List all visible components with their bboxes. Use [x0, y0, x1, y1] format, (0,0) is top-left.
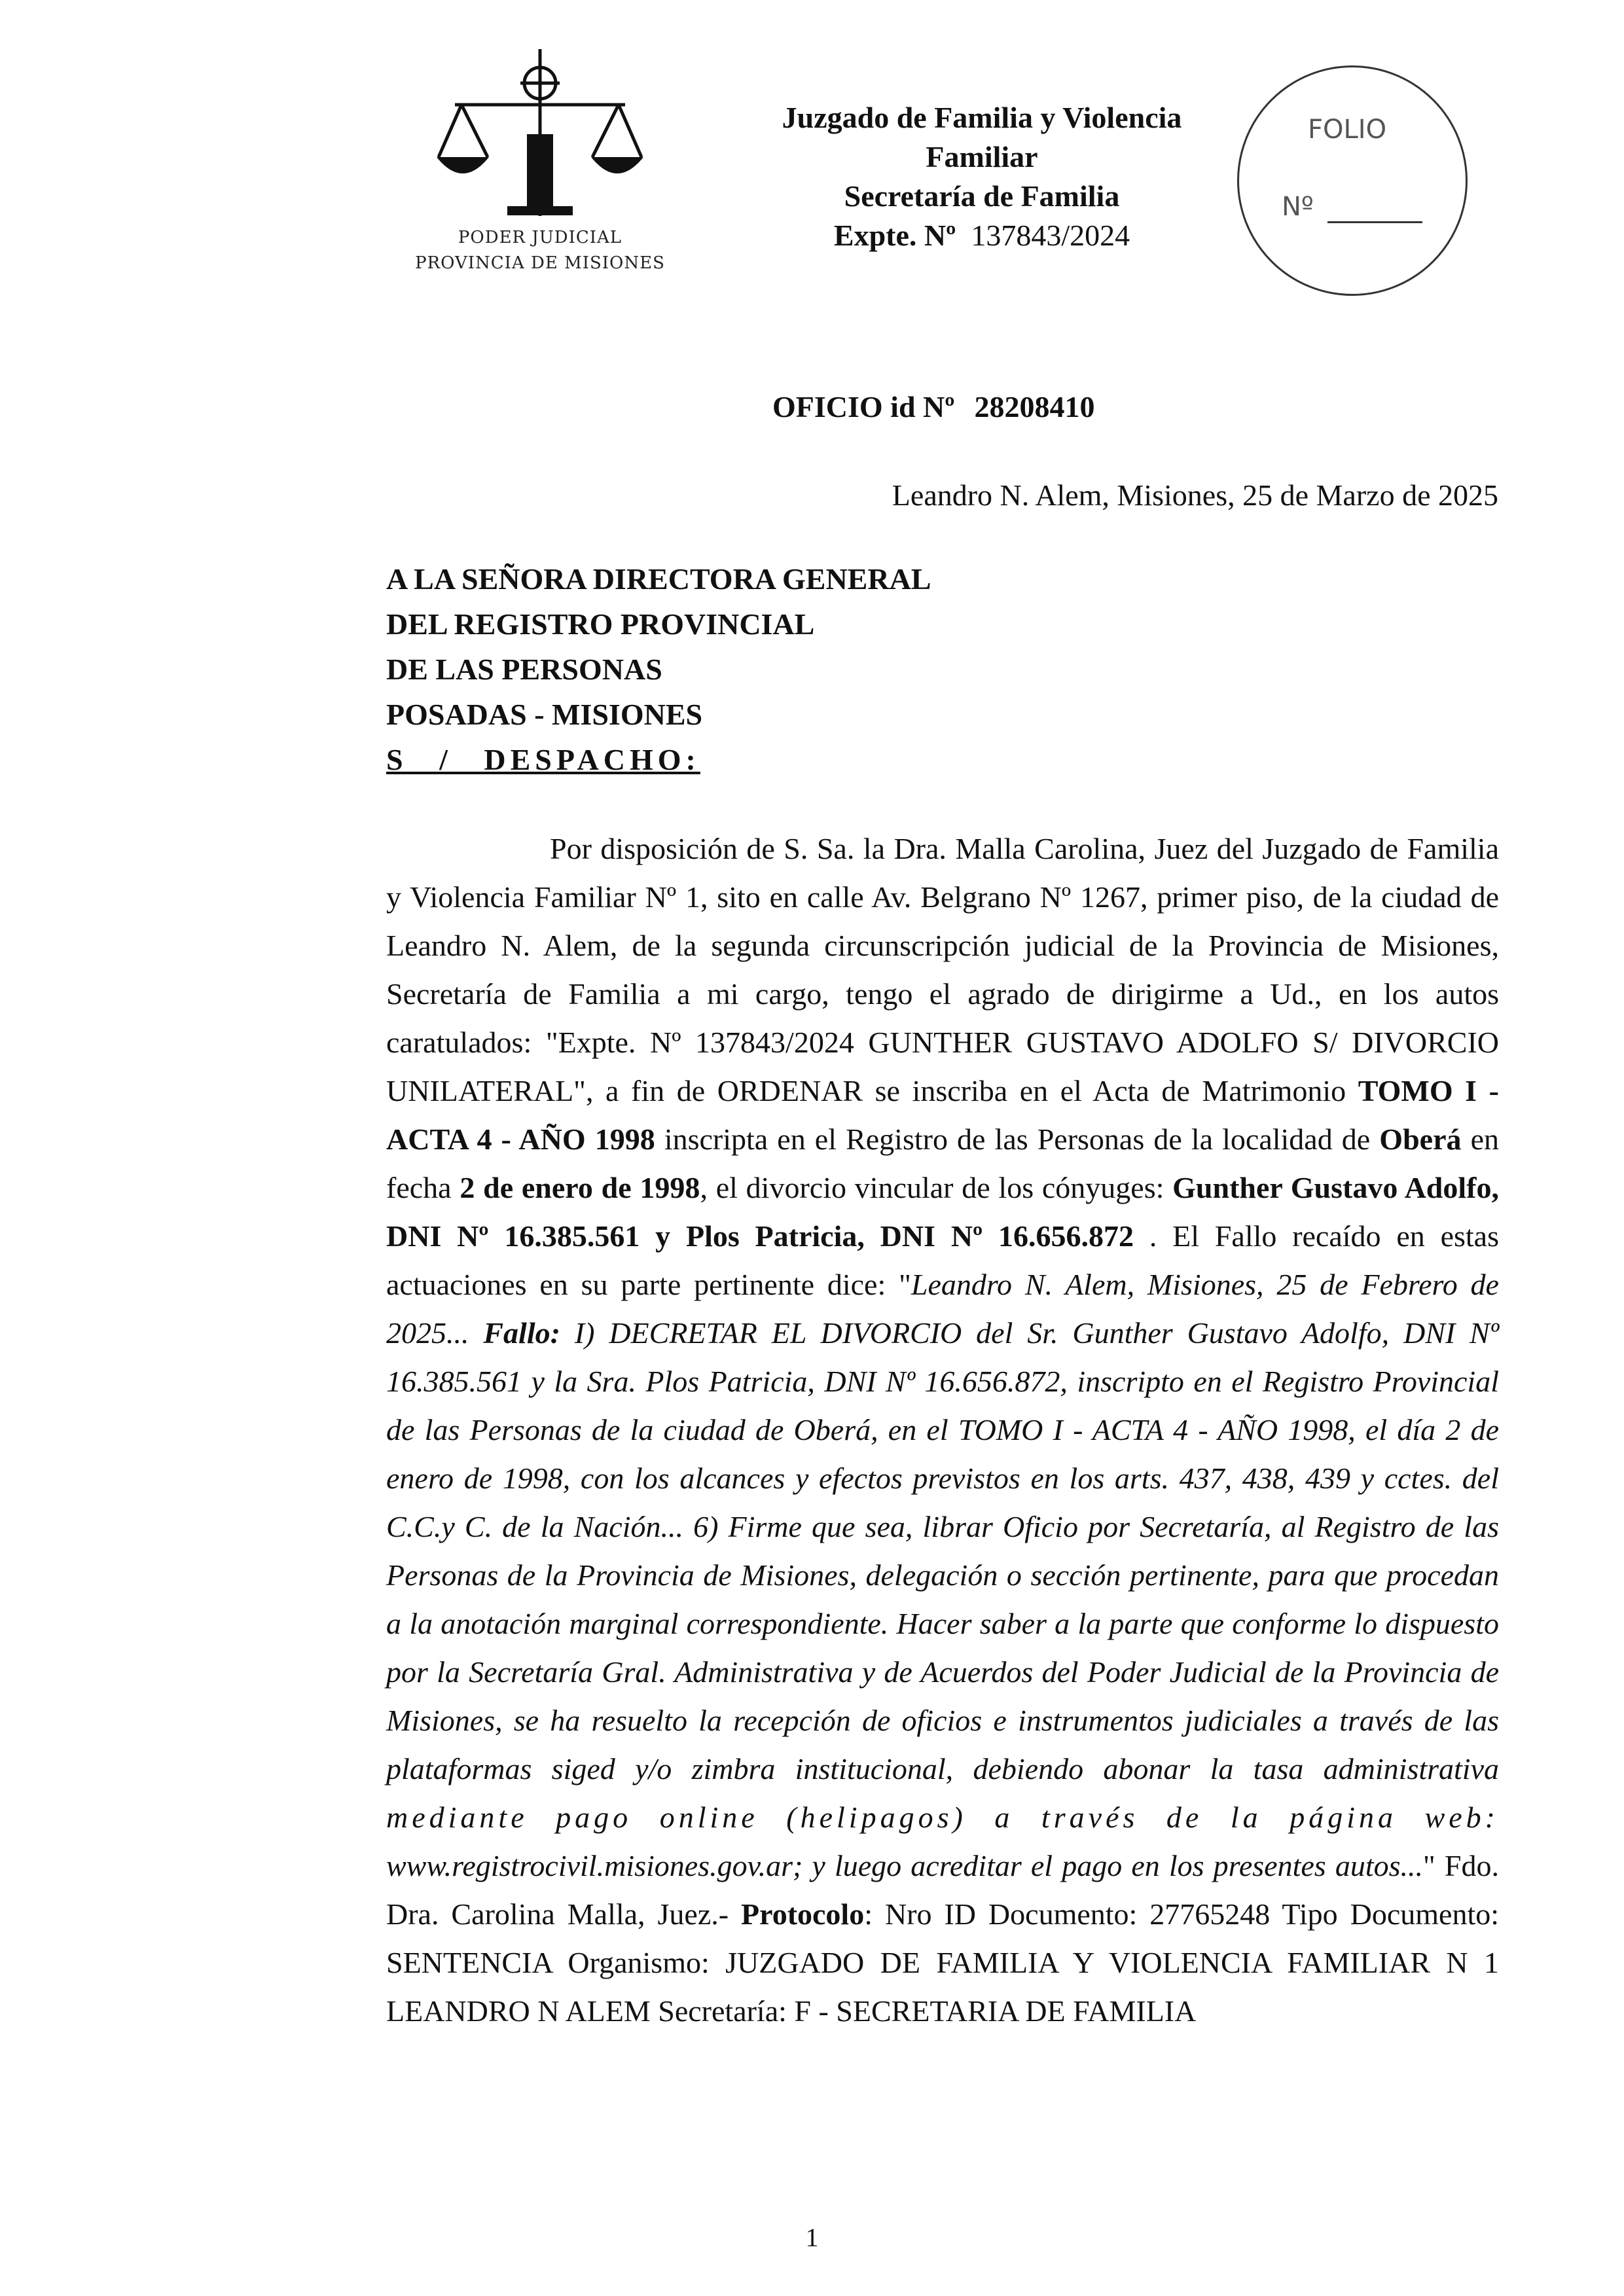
- addressee-line2: DEL REGISTRO PROVINCIAL: [386, 607, 815, 641]
- folio-number-label: Nº: [1282, 192, 1314, 222]
- logo-text-poder-judicial: PODER JUDICIAL: [458, 228, 623, 247]
- expte-label: Expte. Nº: [833, 219, 956, 252]
- expediente-line: [707, 216, 1257, 255]
- addressee-line1: A LA SEÑORA DIRECTORA GENERAL: [386, 562, 931, 596]
- fallo-label: Fallo:: [483, 1316, 560, 1350]
- body-text-6: " Fdo. Dra. Carolina Malla, Juez.-: [386, 1849, 1499, 1931]
- folio-label: FOLIO: [1308, 115, 1387, 145]
- oficio-number: 28208410: [974, 390, 1095, 423]
- body-text-7: : Nro ID Documento: 27765248 Tipo Documento: SENTENCIA Organismo: JUZGADO DE FAMILIA Y VIOLENCIA FAMILIAR N 1 LEANDRO N ALEM Secretaría: F - SECRETARIA DE FAMILIA: [386, 1897, 1500, 2028]
- expte-number: 137843/2024: [971, 219, 1130, 252]
- despacho-line: S / DESPACHO:: [386, 743, 700, 776]
- protocolo-label: Protocolo: [741, 1897, 865, 1931]
- body-paragraph: [386, 825, 1499, 2036]
- ruling-quote-4: www.registrocivil.misiones.gov.ar; y luego acreditar el pago en los presentes autos...: [386, 1849, 1424, 1882]
- oficio-id: [772, 389, 1094, 424]
- addressee-line3: DE LAS PERSONAS: [386, 653, 662, 686]
- logo-text-provincia: PROVINCIA DE MISIONES: [415, 253, 665, 273]
- poder-judicial-logo: [403, 43, 677, 291]
- ruling-quote-3: mediante pago online (helipagos) a través de la página web:: [386, 1801, 1499, 1834]
- page-number: 1: [805, 2223, 819, 2252]
- body-text-5: . El Fallo recaído en estas actuaciones en su parte pertinente dice: ": [386, 1219, 1499, 1301]
- folio-number-blank: [1327, 221, 1422, 223]
- body-text-3: en fecha: [386, 1122, 1499, 1204]
- court-header: [707, 98, 1257, 255]
- spouses-names: Gunther Gustavo Adolfo, DNI Nº 16.385.561 y Plos Patricia, DNI Nº 16.656.872: [386, 1171, 1499, 1253]
- place-date: Leandro N. Alem, Misiones, 25 de Marzo de 2025: [892, 478, 1498, 512]
- body-text-4: , el divorcio vincular de los cónyuges:: [700, 1171, 1173, 1204]
- scales-of-justice-icon: [435, 43, 645, 226]
- oficio-label: OFICIO id Nº: [772, 390, 955, 423]
- acta-reference: TOMO I - ACTA 4 - AÑO 1998: [386, 1074, 1499, 1156]
- body-text-1: Por disposición de S. Sa. la Dra. Malla Carolina, Juez del Juzgado de Familia y Violencia Familiar Nº 1, sito en calle Av. Belgrano Nº 1267, primer piso, de la ciudad de Leandro N. Alem, de la segunda circunscripción judicial de la Provincia de Misiones, Secretaría de Familia a mi cargo, tengo el agrado de dirigirme a Ud., en los autos caratulados: "Expte. Nº 137843/2024 GUNTHER GUSTAVO ADOLFO S/ DIVORCIO UNILATERAL", a fin de ORDENAR se inscriba en el Acta de Matrimonio: [386, 832, 1499, 1107]
- addressee-block: [386, 556, 931, 782]
- ruling-quote-2: I) DECRETAR EL DIVORCIO del Sr. Gunther Gustavo Adolfo, DNI Nº 16.385.561 y la Sra. Plos Patricia, DNI Nº 16.656.872, inscripto en el Registro Provincial de las Personas de la ciudad de Oberá, en el TOMO I - ACTA 4 - AÑO 1998, el día 2 de enero de 1998, con los alcances y efectos previstos en los arts. 437, 438, 439 y cctes. del C.C.y C. de la Nación... 6) Firme que sea, librar Oficio por Secretaría, al Registro de las Personas de la Provincia de Misiones, delegación o sección pertinente, para que procedan a la anotación marginal correspondiente. Hacer saber a la parte que conforme lo dispuesto por la Secretaría Gral. Administrativa y de Acuerdos del Poder Judicial de la Provincia de Misiones, se ha resuelto la recepción de oficios e instrumentos judiciales a través de las plataformas siged y/o zimbra institucional, debiendo abonar la tasa administrativa: [386, 1316, 1500, 1785]
- locality: Oberá: [1379, 1122, 1462, 1156]
- secretaria-name: Secretaría de Familia: [844, 179, 1120, 213]
- addressee-line4: POSADAS - MISIONES: [386, 698, 703, 731]
- folio-stamp: [1237, 65, 1468, 296]
- court-name-line1: Juzgado de Familia y Violencia: [782, 101, 1182, 134]
- body-text-2: inscripta en el Registro de las Personas de la localidad de: [655, 1122, 1380, 1156]
- ruling-quote-1: Leandro N. Alem, Misiones, 25 de Febrero de 2025...: [386, 1268, 1499, 1350]
- marriage-date: 2 de enero de 1998: [460, 1171, 700, 1204]
- court-name-line2: Familiar: [926, 140, 1038, 173]
